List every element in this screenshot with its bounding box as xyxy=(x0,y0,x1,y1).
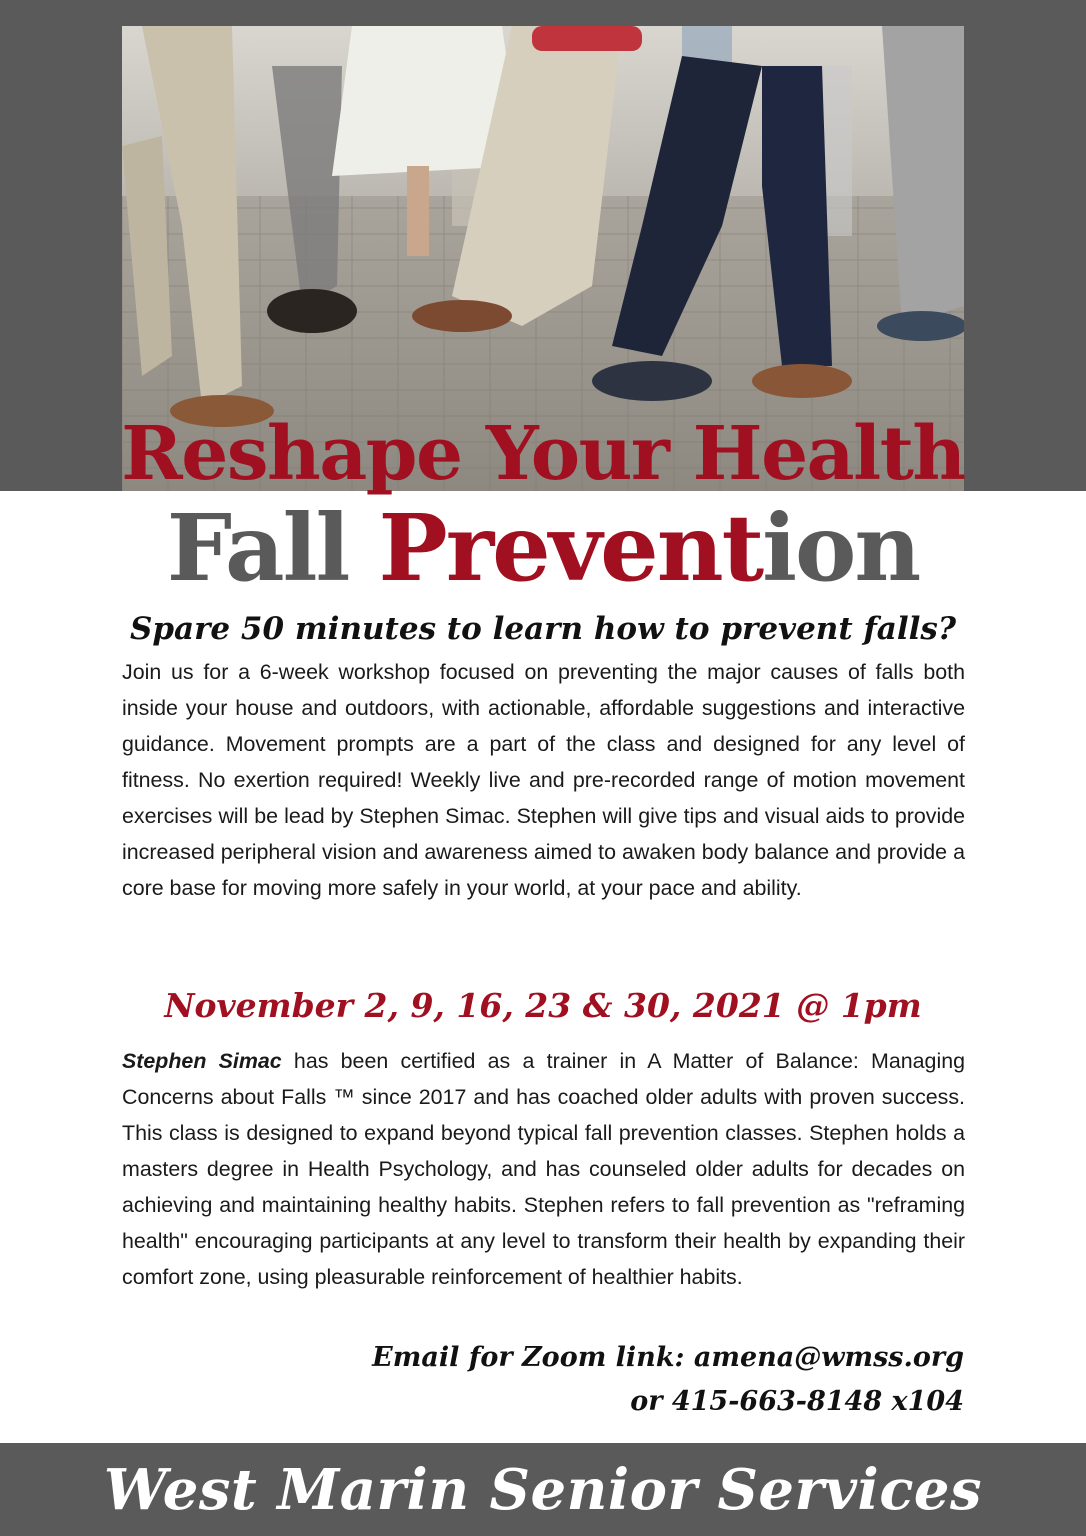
organization-name: West Marin Senior Services xyxy=(103,1456,983,1523)
contact-email-line xyxy=(372,1336,964,1380)
title-fall-prevention xyxy=(0,492,1086,604)
trainer-bio xyxy=(122,1043,965,1295)
title-preven: Preven xyxy=(378,494,722,602)
title-line1-text: Reshape Your Health xyxy=(121,411,965,497)
contact-phone-line: or 415-663-8148 x104 xyxy=(630,1386,964,1417)
workshop-description: Join us for a 6-week workshop focused on preventing the major causes of falls both inside your house and outdoors, with actionable, affordable suggestions and interactive guidance. Movement prompts are a part of the class and designed for any level of fitness. No exertion required! Weekly live and pre-recorded range of motion movement exercises will be lead by Stephen Simac. Stephen will give tips and visual aids to provide increased peripheral vision and awareness aimed to awaken body balance and provide a core base for moving more safely in your world, at your pace and ability. xyxy=(122,660,965,900)
title-fall: Fall xyxy=(166,494,379,602)
title-ion: ion xyxy=(762,494,920,602)
contact-info xyxy=(372,1336,964,1424)
contact-email-prefix: Email for Zoom link: xyxy=(372,1342,694,1373)
footer-band xyxy=(0,1443,1086,1536)
subheading: Spare 50 minutes to learn how to prevent falls? xyxy=(129,611,957,647)
trainer-bio-text: has been certified as a trainer in A Matter of Balance: Managing Concerns about Falls ™ since 2017 and has coached older adults with proven success. This class is designed to expand beyond typical fall prevention classes. Stephen holds a masters degree in Health Psychology, and has counseled older adults for decades on achieving and maintaining healthy habits. Stephen refers to fall prevention as "reframing health" encouraging participants at any level to transform their health by expanding their comfort zone, using pleasurable reinforcement of healthier habits. xyxy=(122,1049,965,1289)
session-dates: November 2, 9, 16, 23 & 30, 2021 @ 1pm xyxy=(164,986,922,1025)
trainer-name: Stephen Simac xyxy=(122,1049,282,1073)
title-t: t xyxy=(721,494,763,602)
title-reshape-your-health xyxy=(0,408,1086,500)
contact-email[interactable]: amena@wmss.org xyxy=(693,1342,964,1373)
